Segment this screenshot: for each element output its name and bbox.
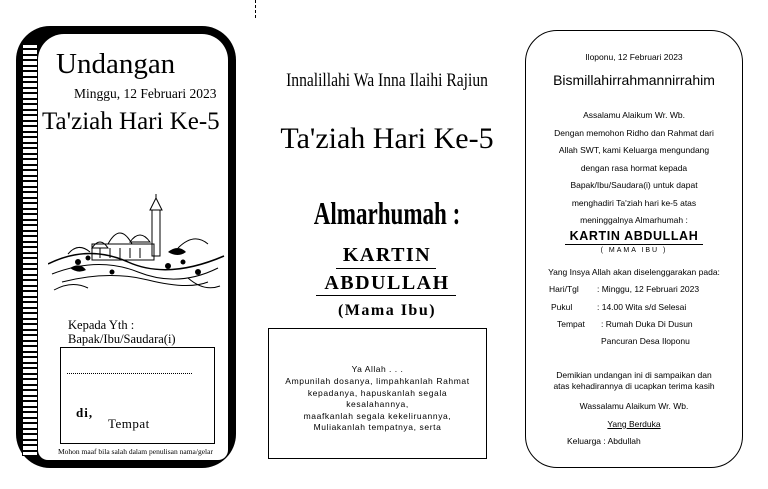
recipient-label bbox=[68, 318, 176, 346]
invitation-title: Undangan bbox=[56, 48, 176, 80]
deceased-name-line2: ABDULLAH bbox=[324, 272, 450, 294]
prayer-line: kesalahannya, bbox=[346, 399, 409, 409]
recipient-name-line bbox=[67, 373, 192, 374]
fold-marker bbox=[255, 0, 258, 18]
innalillahi-heading: Innalillahi Wa Inna Ilaihi Rajiun bbox=[286, 70, 488, 91]
place-label: Tempat bbox=[557, 319, 585, 329]
event-intro: Yang Insya Allah akan diselenggarakan pada: bbox=[548, 267, 720, 277]
invitation-date: Minggu, 12 Februari 2023 bbox=[74, 86, 217, 101]
place-date: Iloponu, 12 Februari 2023 bbox=[585, 52, 683, 62]
name-underline bbox=[336, 268, 436, 269]
deceased-name-line1: KARTIN bbox=[342, 244, 432, 266]
body-line: Bapak/Ibu/Saudara(i) untuk dapat bbox=[570, 180, 698, 190]
invitation-body bbox=[530, 107, 738, 230]
event-heading: Ta'ziah Hari Ke-5 bbox=[280, 122, 494, 155]
bismillah-heading: Bismillahirrahmannirrahim bbox=[553, 72, 715, 88]
prayer-title: Ya Allah . . . bbox=[351, 364, 404, 374]
body-line: dengan rasa hormat kepada bbox=[580, 162, 688, 173]
signature-heading: Yang Berduka bbox=[607, 419, 661, 429]
deceased-name: KARTIN ABDULLAH bbox=[569, 229, 699, 243]
body-line: Allah SWT, kami Keluarga mengundang bbox=[558, 145, 710, 155]
ornament-border bbox=[22, 44, 38, 456]
family-signature: Keluarga : Abdullah bbox=[567, 436, 641, 446]
recipient-label-line1: Kepada Yth : bbox=[68, 318, 135, 332]
prayer-line: Ampunilah dosanya, limpahkanlah Rahmat bbox=[285, 376, 470, 386]
body-line: meninggalnya Almarhumah : bbox=[580, 215, 688, 225]
body-line: menghadiri Ta'ziah hari ke-5 atas bbox=[571, 197, 697, 208]
event-title: Ta'ziah Hari Ke-5 bbox=[42, 108, 220, 135]
recipient-label-line2: Bapak/Ibu/Saudara(i) bbox=[68, 332, 176, 346]
body-line: Dengan memohon Ridho dan Rahmat dari bbox=[554, 127, 714, 138]
prayer-line: maafkanlah segala kekeliruannya, bbox=[303, 410, 452, 421]
name-underline bbox=[565, 244, 703, 245]
date-label: Hari/Tgl bbox=[549, 284, 579, 294]
time-label: Pukul bbox=[551, 302, 573, 312]
deceased-nickname: (Mama Ibu) bbox=[337, 302, 437, 319]
place-value-line2: Pancuran Desa Iloponu bbox=[601, 336, 690, 346]
closing-line: atas kehadirannya di ucapkan terima kasih bbox=[553, 381, 715, 391]
di-label: di, bbox=[76, 405, 94, 420]
prayer-text bbox=[268, 376, 487, 434]
apology-note: Mohon maaf bila salah dalam penulisan nama/gelar bbox=[58, 447, 213, 456]
body-line: Assalamu Alaikum Wr. Wb. bbox=[583, 110, 685, 120]
closing-line: Demikian undangan ini di sampaikan dan bbox=[556, 370, 712, 380]
tempat-label: Tempat bbox=[108, 416, 150, 431]
mosque-illustration bbox=[48, 192, 226, 302]
closing-text bbox=[525, 370, 743, 392]
prayer-line: kepadanya, hapuskanlah segala bbox=[307, 387, 448, 398]
almarhumah-heading: Almarhumah : bbox=[313, 195, 461, 231]
time-value: : 14.00 Wita s/d Selesai bbox=[597, 302, 687, 312]
place-value: : Rumah Duka Di Dusun bbox=[601, 319, 693, 329]
prayer-line: Muliakanlah tempatnya, serta bbox=[313, 422, 442, 432]
name-underline bbox=[316, 295, 456, 296]
closing-salam: Wassalamu Alaikum Wr. Wb. bbox=[579, 401, 689, 411]
deceased-nickname: ( MAMA IBU ) bbox=[600, 247, 668, 254]
date-value: : Minggu, 12 Februari 2023 bbox=[597, 284, 700, 294]
